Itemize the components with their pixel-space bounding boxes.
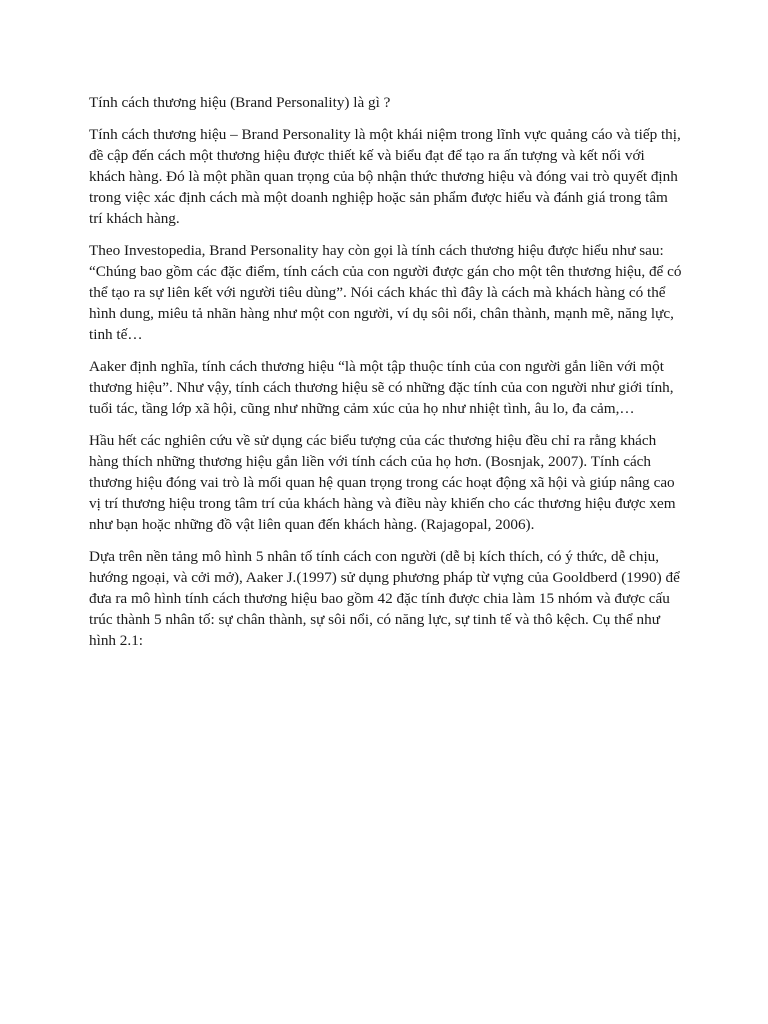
document-page [89, 92, 684, 662]
paragraph-research: Hầu hết các nghiên cứu về sử dụng các biểu tượng của các thương hiệu đều chỉ ra rằng khách hàng thích những thương hiệu gắn liền với tính cách của họ hơn. (Bosnjak, 2007). Tính cách thương hiệu đóng vai trò là mối quan hệ quan trọng trong các hoạt động xã hội và giúp nâng cao vị trí thương hiệu trong tâm trí của khách hàng và điều này khiến cho các thương hiệu được xem như bạn hoặc những đồ vật liên quan đến khách hàng. (Rajagopal, 2006). [89, 432, 676, 533]
paragraph-definition: Tính cách thương hiệu – Brand Personality là một khái niệm trong lĩnh vực quảng cáo và tiếp thị, đề cập đến cách một thương hiệu được thiết kế và biểu đạt để tạo ra ấn tượng và kết nối với khách hàng. Đó là một phần quan trọng của bộ nhận thức thương hiệu và đóng vai trò quyết định trong việc xác định cách mà một doanh nghiệp hoặc sản phẩm được hiểu và đánh giá trong tâm trí khách hàng. [89, 126, 681, 227]
paragraph-aaker-definition: Aaker định nghĩa, tính cách thương hiệu “là một tập thuộc tính của con người gắn liền với một thương hiệu”. Như vậy, tính cách thương hiệu sẽ có những đặc tính của con người như giới tính, tuổi tác, tầng lớp xã hội, cũng như những cảm xúc của họ như nhiệt tình, âu lo, đa cảm,… [89, 358, 674, 417]
paragraph-investopedia: Theo Investopedia, Brand Personality hay còn gọi là tính cách thương hiệu được hiểu như sau: “Chúng bao gồm các đặc điểm, tính cách của con người được gán cho một tên thương hiệu, để có thể tạo ra sự liên kết với người tiêu dùng”. Nói cách khác thì đây là cách mà khách hàng có thể hình dung, miêu tả nhãn hàng như một con người, ví dụ sôi nổi, chân thành, mạnh mẽ, năng lực, tinh tế… [89, 242, 682, 343]
document-heading: Tính cách thương hiệu (Brand Personality) là gì ? [89, 94, 391, 111]
paragraph-five-factor-model: Dựa trên nền tảng mô hình 5 nhân tố tính cách con người (dễ bị kích thích, có ý thức, dễ chịu, hướng ngoại, và cởi mở), Aaker J.(1997) sử dụng phương pháp từ vựng của Gooldberd (1990) để đưa ra mô hình tính cách thương hiệu bao gồm 42 đặc tính được chia làm 15 nhóm và được cấu trúc thành 5 nhân tố: sự chân thành, sự sôi nổi, có năng lực, sự tinh tế và thô kệch. Cụ thể như hình 2.1: [89, 548, 680, 649]
